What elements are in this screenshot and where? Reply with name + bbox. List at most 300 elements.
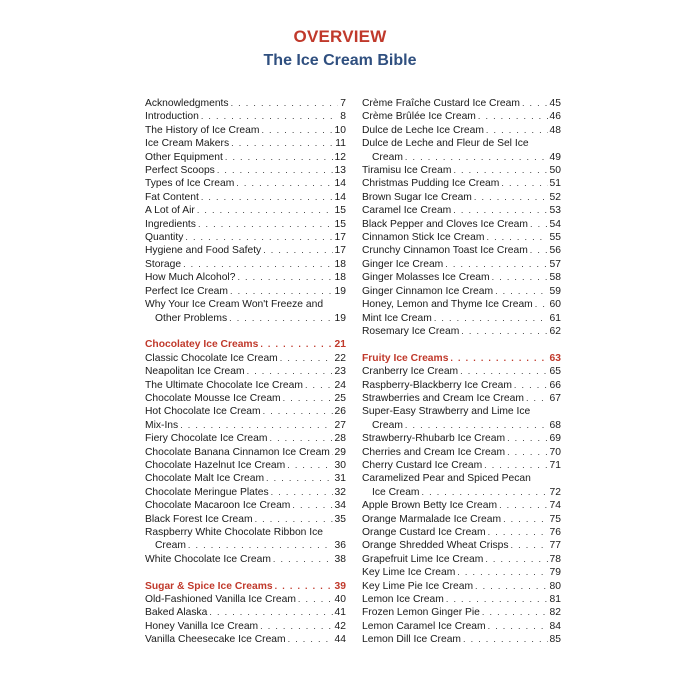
toc-entry-title: Honey Vanilla Ice Cream	[145, 620, 259, 632]
toc-entry-page: 62	[549, 325, 561, 337]
toc-entry-title: Mint Ice Cream	[362, 312, 432, 324]
toc-entry-page: 17	[334, 232, 346, 244]
dot-leader	[229, 312, 332, 325]
toc-entry-title: Key Lime Ice Cream	[362, 567, 456, 579]
toc-entry-title: Tiramisu Ice Cream	[362, 165, 452, 177]
dot-leader	[283, 392, 333, 405]
toc-entry	[145, 312, 346, 325]
toc-group-fruity-1	[362, 365, 561, 405]
dot-leader	[183, 258, 332, 271]
dot-leader	[288, 633, 333, 646]
dot-leader	[261, 124, 332, 137]
toc-group-front	[145, 97, 346, 298]
toc-entry-title: Crunchy Cinnamon Toast Ice Cream	[362, 245, 528, 257]
toc-entry	[362, 365, 561, 378]
toc-entry-page: 14	[334, 191, 346, 203]
toc-entry-title: Fiery Chocolate Ice Cream	[145, 433, 268, 445]
dot-leader	[522, 97, 548, 110]
toc-entry-page: 49	[549, 151, 561, 163]
page-header	[0, 26, 680, 72]
toc-entry	[145, 499, 346, 512]
toc-entry	[145, 606, 346, 619]
section-heading-fruity	[362, 352, 561, 365]
toc-column-left	[145, 97, 346, 647]
section-title: Sugar & Spice Ice Creams	[145, 580, 273, 592]
section-heading-chocolatey	[145, 338, 346, 351]
toc-entry-title: Lemon Ice Cream	[362, 594, 444, 606]
dot-leader	[499, 499, 547, 512]
toc-entry-page: 28	[334, 433, 346, 445]
dot-leader	[305, 379, 333, 392]
toc-entry-page: 41	[334, 607, 346, 619]
toc-entry	[145, 419, 346, 432]
toc-entry	[145, 620, 346, 633]
toc-entry	[362, 566, 561, 579]
toc-entry-title: Crème Fraîche Custard Ice Cream	[362, 98, 520, 109]
dot-leader	[236, 177, 332, 190]
toc-entry	[145, 271, 346, 284]
toc-entry-page: 65	[549, 366, 561, 378]
toc-entry-title: Orange Shredded Wheat Crisps	[362, 540, 509, 552]
toc-entry	[362, 553, 561, 566]
toc-entry	[362, 151, 561, 164]
toc-entry-page: 50	[549, 165, 561, 177]
toc-entry	[145, 486, 346, 499]
toc-group-fruity-2	[362, 432, 561, 472]
toc-entry-page: 25	[334, 392, 346, 404]
toc-entry	[362, 593, 561, 606]
toc-entry-page: 76	[549, 526, 561, 538]
toc-entry	[145, 365, 346, 378]
toc-entry	[145, 633, 346, 646]
toc-entry-page: 53	[549, 205, 561, 217]
toc-entry-page: 34	[334, 500, 346, 512]
toc-entry-page: 81	[549, 594, 561, 606]
toc-entry	[362, 164, 561, 177]
toc-entry-title: Strawberry-Rhubarb Ice Cream	[362, 433, 506, 445]
dot-leader	[434, 312, 548, 325]
toc-entry-page: 15	[334, 205, 346, 217]
toc-entry-page: 38	[334, 553, 346, 565]
dot-leader	[275, 580, 333, 593]
toc-entry-title: How Much Alcohol?	[145, 272, 236, 284]
toc-entry-title: Cream	[155, 540, 186, 552]
toc-entry-title: The Ultimate Chocolate Ice Cream	[145, 379, 303, 391]
dot-leader	[197, 204, 333, 217]
toc-entry-page: 55	[549, 232, 561, 244]
dot-leader	[201, 191, 333, 204]
toc-entry-page: 42	[334, 620, 346, 632]
toc-entry-title: Acknowledgments	[145, 98, 229, 109]
toc-entry-line: Dulce de Leche and Fleur de Sel Ice	[362, 138, 529, 150]
dot-leader	[188, 539, 333, 552]
toc-entry-title: Lemon Caramel Ice Cream	[362, 620, 486, 632]
toc-entry-title: Types of Ice Cream	[145, 178, 235, 190]
toc-entry-page: 26	[334, 406, 346, 418]
toc-entry-page: 71	[549, 459, 561, 471]
dot-leader	[225, 151, 333, 164]
toc-entry-title: Vanilla Cheesecake Ice Cream	[145, 634, 286, 646]
dot-leader	[185, 231, 332, 244]
toc-entry-page: 54	[549, 218, 561, 230]
toc-entry-page: 56	[549, 245, 561, 257]
toc-entry-page: 74	[549, 500, 561, 512]
toc-entry-title: Grapefruit Lime Ice Cream	[362, 553, 484, 565]
dot-leader	[485, 553, 547, 566]
toc-entry-title: Apple Brown Betty Ice Cream	[362, 500, 498, 512]
toc-entry-title: Frozen Lemon Ginger Pie	[362, 607, 480, 619]
toc-entry-title: Hot Chocolate Ice Cream	[145, 406, 261, 418]
dot-leader	[273, 553, 333, 566]
toc-entry-page: 12	[334, 151, 346, 163]
dot-leader	[292, 499, 332, 512]
toc-entry-page: 15	[334, 218, 346, 230]
dot-leader	[422, 486, 548, 499]
toc-entry-title: Quantity	[145, 232, 184, 244]
dot-leader	[231, 137, 333, 150]
toc-entry	[362, 124, 561, 137]
dot-leader	[478, 110, 548, 123]
dot-leader	[405, 419, 548, 432]
toc-entry	[145, 446, 346, 459]
toc-entry-page: 77	[549, 540, 561, 552]
toc-entry	[362, 285, 561, 298]
toc-entry-page: 11	[335, 138, 346, 150]
toc-entry-page: 32	[334, 486, 346, 498]
toc-entry-page: 24	[334, 379, 346, 391]
toc-entry-title: Neapolitan Ice Cream	[145, 366, 245, 378]
toc-entry	[362, 312, 561, 325]
toc-entry	[145, 218, 346, 231]
toc-entry	[362, 513, 561, 526]
toc-entry-title: Introduction	[145, 111, 199, 123]
section-page: 21	[334, 339, 346, 351]
toc-entry	[145, 513, 346, 526]
dot-leader	[217, 164, 333, 177]
dot-leader	[298, 593, 333, 606]
toc-entry-title: Chocolate Hazelnut Ice Cream	[145, 459, 286, 471]
dot-leader	[269, 432, 332, 445]
dot-leader	[260, 620, 332, 633]
toc-entry-page: 29	[334, 446, 346, 458]
toc-entry-page: 35	[334, 513, 346, 525]
toc-entry	[362, 606, 561, 619]
toc-entry	[362, 231, 561, 244]
dot-leader	[535, 298, 548, 311]
toc-entry-title: Christmas Pudding Ice Cream	[362, 178, 500, 190]
toc-entry-page: 23	[334, 366, 346, 378]
toc-entry-page: 75	[549, 513, 561, 525]
section-page: 39	[334, 580, 346, 592]
toc-entry	[145, 164, 346, 177]
toc-entry-title: Dulce de Leche Ice Cream	[362, 124, 484, 136]
toc-entry	[362, 459, 561, 472]
toc-entry-title: Strawberries and Cream Ice Cream	[362, 392, 524, 404]
toc-entry	[145, 379, 346, 392]
toc-entry-title: Black Pepper and Cloves Ice Cream	[362, 218, 528, 230]
toc-entry-page: 70	[549, 446, 561, 458]
toc-entry-title: Cream	[372, 419, 403, 431]
toc-entry-page: 45	[549, 98, 561, 109]
toc-entry-page: 36	[334, 540, 346, 552]
dot-leader	[463, 633, 548, 646]
toc-entry-page: 46	[549, 111, 561, 123]
dot-leader	[526, 392, 548, 405]
toc-entry	[362, 204, 561, 217]
toc-entry	[362, 110, 561, 123]
toc-entry	[362, 526, 561, 539]
toc-entry-title: Ice Cream Makers	[145, 138, 230, 150]
section-title: Fruity Ice Creams	[362, 352, 449, 364]
toc-entry-page: 27	[334, 419, 346, 431]
dot-leader	[460, 365, 547, 378]
toc-entry-title: Chocolate Malt Ice Cream	[145, 473, 265, 485]
dot-leader	[445, 258, 547, 271]
toc-entry	[362, 379, 561, 392]
toc-entry	[362, 244, 561, 257]
toc-entry-line: Raspberry White Chocolate Ribbon Ice	[145, 526, 323, 538]
toc-entry-title: Baked Alaska	[145, 607, 208, 619]
toc-entry-title: A Lot of Air	[145, 205, 195, 217]
dot-leader	[530, 218, 548, 231]
toc-column-right	[362, 97, 561, 647]
dot-leader	[514, 379, 548, 392]
dot-leader	[237, 271, 332, 284]
dot-leader	[501, 177, 547, 190]
toc-entry-page: 72	[549, 486, 561, 498]
toc-entry	[362, 539, 561, 552]
dot-leader	[507, 432, 547, 445]
toc-entry	[362, 419, 561, 432]
toc-entry	[145, 285, 346, 298]
toc-entry-title: Old-Fashioned Vanilla Ice Cream	[145, 594, 296, 605]
toc-entry-title: Cranberry Ice Cream	[362, 366, 459, 378]
toc-entry-title: Cream	[372, 151, 403, 163]
toc-entry-title: White Chocolate Ice Cream	[145, 553, 271, 565]
toc-entry	[362, 620, 561, 633]
toc-entry	[362, 446, 561, 459]
toc-entry-title: Perfect Ice Cream	[145, 285, 228, 297]
toc-entry-page: 22	[334, 352, 346, 364]
dot-leader	[511, 539, 548, 552]
spacer	[145, 566, 346, 579]
toc-group-right-top	[362, 97, 561, 137]
toc-group-fruity-3	[362, 499, 561, 646]
toc-entry-title: Ginger Molasses Ice Cream	[362, 272, 490, 284]
toc-entry-title: Fat Content	[145, 191, 199, 203]
toc-entry-title: Rosemary Ice Cream	[362, 325, 460, 337]
dot-leader	[405, 151, 548, 164]
toc-entry-page: 10	[334, 124, 346, 136]
toc-entry-page: 13	[334, 165, 346, 177]
toc-entry	[362, 191, 561, 204]
dot-leader	[280, 352, 333, 365]
dot-leader	[453, 204, 547, 217]
toc-entry-page: 40	[334, 594, 346, 605]
toc-entry-page: 67	[549, 392, 561, 404]
toc-entry	[145, 231, 346, 244]
section-heading-sugar-spice	[145, 580, 346, 593]
toc-entry-title: Orange Marmalade Ice Cream	[362, 513, 502, 525]
toc-entry-line: Caramelized Pear and Spiced Pecan	[362, 473, 531, 485]
overview-heading: OVERVIEW	[293, 27, 387, 46]
toc-entry-page: 7	[340, 98, 346, 109]
toc-entry-page: 78	[549, 553, 561, 565]
toc-entry	[145, 124, 346, 137]
toc-entry	[362, 218, 561, 231]
toc-group-chocolatey	[145, 352, 346, 526]
toc-entry	[362, 97, 561, 110]
dot-leader	[247, 365, 333, 378]
toc-entry	[145, 553, 346, 566]
toc-entry-page: 30	[334, 459, 346, 471]
dot-leader	[457, 566, 547, 579]
toc-entry-page: 69	[549, 433, 561, 445]
toc-entry-page: 19	[334, 285, 346, 297]
toc-entry	[145, 204, 346, 217]
toc-entry-page: 18	[334, 258, 346, 270]
toc-entry-page: 79	[549, 567, 561, 579]
dot-leader	[474, 191, 548, 204]
toc-entry	[362, 298, 561, 311]
dot-leader	[507, 446, 547, 459]
dot-leader	[209, 606, 332, 619]
toc-entry-title: Perfect Scoops	[145, 165, 215, 177]
toc-entry	[145, 352, 346, 365]
toc-entry-page: 14	[334, 178, 346, 190]
dot-leader	[486, 124, 548, 137]
toc-entry	[145, 539, 346, 552]
toc-entry-page: 51	[549, 178, 561, 190]
toc-entry-title: The History of Ice Cream	[145, 124, 260, 136]
dot-leader	[263, 244, 332, 257]
dot-leader	[180, 419, 332, 432]
dot-leader	[475, 580, 548, 593]
toc-entry-line: Why Your Ice Cream Won't Freeze and	[145, 299, 324, 311]
dot-leader	[530, 244, 548, 257]
toc-entry-page: 57	[549, 258, 561, 270]
toc-entry-page: 58	[549, 272, 561, 284]
toc-entry-title: Lemon Dill Ice Cream	[362, 634, 461, 646]
toc-entry-page: 84	[549, 620, 561, 632]
toc-entry-title: Chocolate Mousse Ice Cream	[145, 392, 281, 404]
dot-leader	[201, 110, 338, 123]
toc-entry-page: 17	[334, 245, 346, 257]
dot-leader	[461, 325, 547, 338]
toc-entry-page: 82	[549, 607, 561, 619]
toc-entry-page: 31	[334, 473, 346, 485]
dot-leader	[450, 352, 547, 365]
toc-entry	[362, 499, 561, 512]
toc-entry	[145, 432, 346, 445]
toc-entry-page: 59	[549, 285, 561, 297]
toc-entry-title: Ingredients	[145, 218, 196, 230]
toc-entry	[145, 472, 346, 485]
toc-entry-title: Black Forest Ice Cream	[145, 513, 253, 525]
toc-entry-title: Ginger Cinnamon Ice Cream	[362, 285, 494, 297]
toc-entry-page: 8	[340, 111, 346, 123]
dot-leader	[492, 271, 548, 284]
toc-entry-title: Crème Brûlée Ice Cream	[362, 111, 476, 123]
toc-entry	[362, 633, 561, 646]
toc-entry-page: 66	[549, 379, 561, 391]
dot-leader	[503, 513, 547, 526]
toc-entry-title: Cherries and Cream Ice Cream	[362, 446, 506, 458]
toc-entry	[362, 258, 561, 271]
toc-entry-title: Raspberry-Blackberry Ice Cream	[362, 379, 512, 391]
toc-entry	[362, 486, 561, 499]
toc-entry-page: 48	[549, 124, 561, 136]
dot-leader	[488, 620, 548, 633]
dot-leader	[488, 526, 548, 539]
section-page: 63	[549, 352, 561, 364]
toc-entry-title: Classic Chocolate Ice Cream	[145, 352, 278, 364]
toc-entry-title: Ginger Ice Cream	[362, 258, 444, 270]
toc-entry	[362, 271, 561, 284]
toc-entry-title: Key Lime Pie Ice Cream	[362, 580, 474, 592]
spacer	[145, 325, 346, 338]
toc-entry	[362, 432, 561, 445]
toc-entry-line: Super-Easy Strawberry and Lime Ice	[362, 406, 531, 418]
dot-leader	[198, 218, 333, 231]
toc-group-sugar-spice	[145, 593, 346, 647]
toc-entry	[145, 191, 346, 204]
toc-entry	[145, 459, 346, 472]
toc-entry-title: Other Equipment	[145, 151, 223, 163]
toc-entry-title: Ice Cream	[372, 486, 420, 498]
dot-leader	[482, 606, 548, 619]
toc-entry-title: Other Problems	[155, 312, 228, 324]
toc-entry-page: 52	[549, 191, 561, 203]
toc-entry	[145, 110, 346, 123]
toc-entry-page: 85	[549, 634, 561, 646]
toc-entry	[362, 392, 561, 405]
toc-entry	[145, 593, 346, 606]
dot-leader	[486, 231, 547, 244]
dot-leader	[230, 285, 333, 298]
toc-entry-title: Honey, Lemon and Thyme Ice Cream	[362, 299, 533, 311]
dot-leader	[332, 446, 333, 459]
toc-entry-page: 60	[549, 299, 561, 311]
toc-entry-title: Hygiene and Food Safety	[145, 245, 262, 257]
book-title: The Ice Cream Bible	[263, 52, 417, 69]
toc-entry	[362, 177, 561, 190]
toc-entry	[145, 258, 346, 271]
dot-leader	[453, 164, 547, 177]
toc-entry	[145, 151, 346, 164]
toc-entry	[145, 97, 346, 110]
toc-entry	[145, 177, 346, 190]
dot-leader	[446, 593, 548, 606]
toc-entry-title: Orange Custard Ice Cream	[362, 526, 486, 538]
toc-entry-title: Chocolate Banana Cinnamon Ice Cream	[145, 446, 330, 458]
toc-entry-title: Mix-Ins	[145, 419, 179, 431]
toc-entry-title: Cinnamon Stick Ice Cream	[362, 232, 485, 244]
dot-leader	[271, 486, 333, 499]
toc-entry-title: Chocolate Meringue Plates	[145, 486, 269, 498]
dot-leader	[231, 97, 339, 110]
toc-entry-title: Cherry Custard Ice Cream	[362, 459, 483, 471]
toc-entry-page: 68	[549, 419, 561, 431]
toc-entry	[362, 325, 561, 338]
section-title: Chocolatey Ice Creams	[145, 339, 259, 351]
dot-leader	[495, 285, 547, 298]
toc-entry-title: Storage	[145, 258, 182, 270]
dot-leader	[266, 472, 332, 485]
toc-entry-title: Chocolate Macaroon Ice Cream	[145, 500, 291, 512]
dot-leader	[263, 405, 333, 418]
toc-entry	[145, 137, 346, 150]
